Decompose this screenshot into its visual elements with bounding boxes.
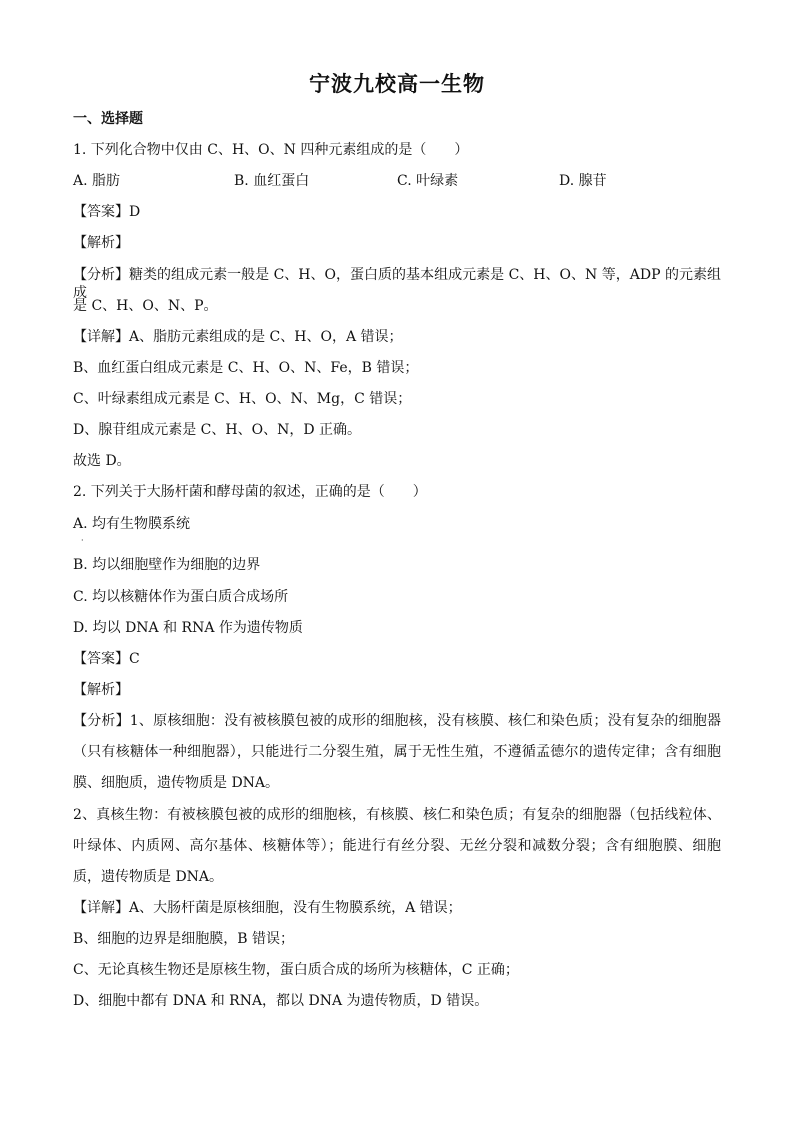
q2-fenxi-line: 膜、细胞质，遗传物质是 DNA。 <box>73 775 280 791</box>
q1-detail-line: D、腺苷组成元素是 C、H、O、N，D 正确。 <box>73 422 361 438</box>
q1-fenxi-line-2: 是 C、H、O、N、P。 <box>73 298 218 314</box>
q2-fenxi-line: 【分析】1、原核细胞：没有被核膜包被的成形的细胞核，没有核膜、核仁和染色质；没有复杂的细胞器 <box>73 713 721 729</box>
q1-option-c: C. 叶绿素 <box>397 173 459 189</box>
q1-option-b: B. 血红蛋白 <box>234 173 310 189</box>
q1-fenxi-line-1: 【分析】糖类的组成元素一般是 C、H、O，蛋白质的基本组成元素是 C、H、O、N 等，ADP 的元素组成 <box>73 267 721 301</box>
q1-detail-line: 【详解】A、脂肪元素组成的是 C、H、O，A 错误； <box>73 329 403 345</box>
q1-answer: 【答案】D <box>73 204 141 220</box>
q2-option-a: A. 均有生物膜系统 <box>73 516 191 532</box>
question-1-stem: 1. 下列化合物中仅由 C、H、O、N 四种元素组成的是（ ） <box>73 142 469 158</box>
q2-option-c: C. 均以核糖体作为蛋白质合成场所 <box>73 589 289 605</box>
q2-answer: 【答案】C <box>73 651 140 667</box>
q2-option-b: B. 均以细胞壁作为细胞的边界 <box>73 557 261 573</box>
q2-detail-line: D、细胞中都有 DNA 和 RNA，都以 DNA 为遗传物质，D 错误。 <box>73 993 489 1009</box>
q1-analysis-label: 【解析】 <box>73 235 129 251</box>
section-heading: 一、选择题 <box>73 111 143 127</box>
q1-option-a: A. 脂肪 <box>73 173 121 189</box>
q2-detail-line: 【详解】A、大肠杆菌是原核细胞，没有生物膜系统，A 错误； <box>73 900 462 916</box>
q1-detail-line: C、叶绿素组成元素是 C、H、O、N、Mg，C 错误； <box>73 391 412 407</box>
q2-fenxi-line: 叶绿体、内质网、高尔基体、核糖体等）；能进行有丝分裂、无丝分裂和减数分裂；含有细胞膜、细胞 <box>73 838 721 854</box>
q2-detail-line: C、无论真核生物还是原核生物，蛋白质合成的场所为核糖体，C 正确； <box>73 962 519 978</box>
q1-option-d: D. 腺苷 <box>559 173 607 189</box>
q2-detail-line: B、细胞的边界是细胞膜，B 错误； <box>73 931 295 947</box>
q2-fenxi-line: 2、真核生物：有被核膜包被的成形的细胞核，有核膜、核仁和染色质；有复杂的细胞器（包括线粒体、 <box>73 807 721 823</box>
page-title: 宁波九校高一生物 <box>309 71 485 96</box>
q2-option-d: D. 均以 DNA 和 RNA 作为遗传物质 <box>73 620 303 636</box>
question-2-stem: 2. 下列关于大肠杆菌和酵母菌的叙述，正确的是（ ） <box>73 484 427 500</box>
q2-analysis-label: 【解析】 <box>73 682 129 698</box>
stray-dot-mark: · <box>81 536 84 545</box>
q1-conclusion: 故选 D。 <box>73 453 131 469</box>
q2-fenxi-line: 质，遗传物质是 DNA。 <box>73 869 224 885</box>
q1-detail-line: B、血红蛋白组成元素是 C、H、O、N、Fe，B 错误； <box>73 360 419 376</box>
q2-fenxi-line: （只有核糖体一种细胞器），只能进行二分裂生殖，属于无性生殖，不遵循孟德尔的遗传定律；含有细胞 <box>73 744 721 760</box>
